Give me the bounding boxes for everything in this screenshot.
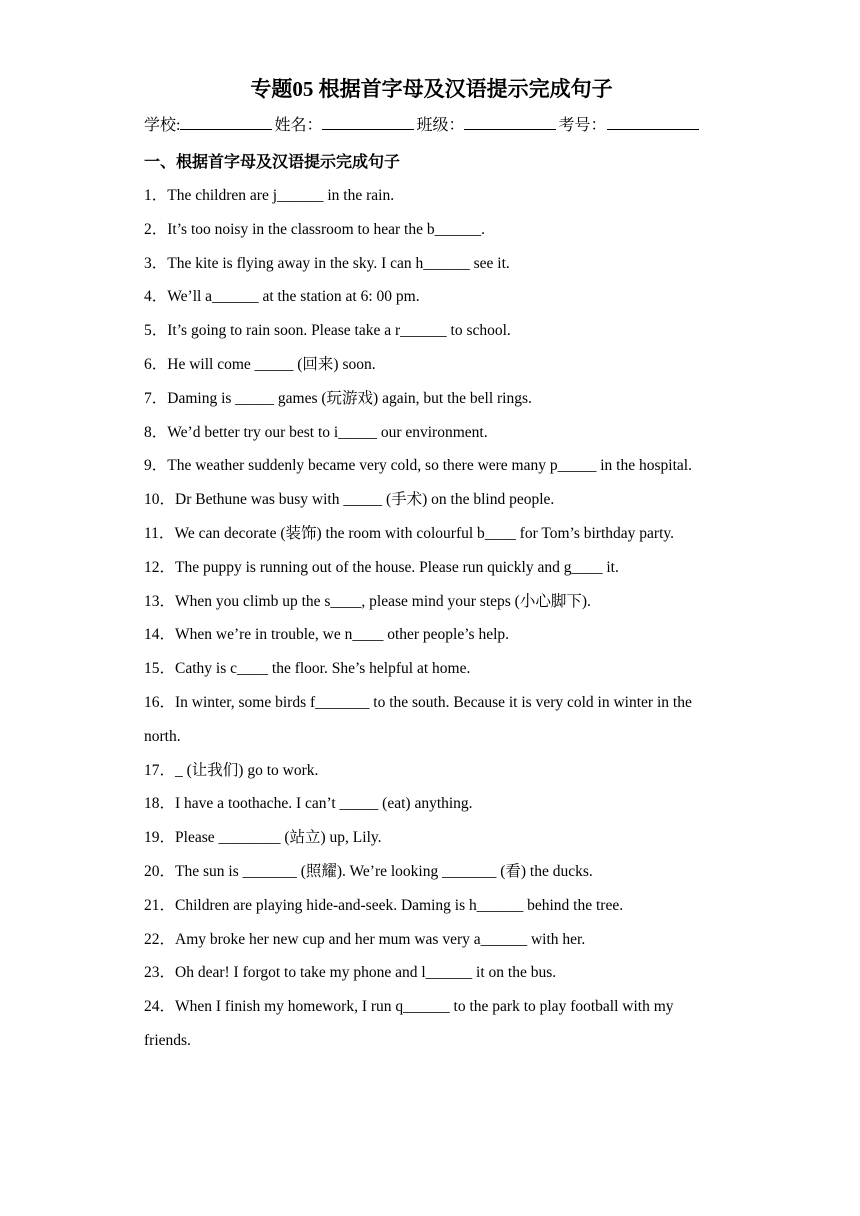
question-item [144,483,719,517]
question-text: It’s too noisy in the classroom to hear the b______. [167,220,485,238]
question-text: It’s going to rain soon. Please take a r______ to school. [167,322,511,340]
name-label: 姓名： [274,117,323,134]
question-text: When you climb up the s____, please mind your steps (小心脚下). [175,592,591,610]
question-text: Please ________ (站立) up, Lily. [175,829,382,847]
question-text: The puppy is running out of the house. Please run quickly and g____ it. [175,558,619,576]
name-field [274,106,416,146]
worksheet-page [144,72,719,1058]
question-number: 11． [144,524,175,542]
question-item [144,449,719,483]
question-item [144,213,719,247]
question-text: He will come _____ (回来) soon. [167,355,376,373]
question-number: 4． [144,288,168,306]
exam-number-field [558,106,700,146]
class-blank[interactable] [464,111,556,130]
question-number: 23． [144,964,176,982]
question-number: 6． [144,355,168,373]
question-text: Daming is _____ games (玩游戏) again, but the bell rings. [167,389,532,407]
name-blank[interactable] [322,111,414,130]
question-item [144,416,719,450]
question-item [144,348,719,382]
question-item [144,517,719,551]
question-item [144,382,719,416]
question-text: We’d better try our best to i_____ our environment. [167,423,488,441]
question-number: 22． [144,930,176,948]
page-title: 专题05 根据首字母及汉语提示完成句子 [250,77,613,101]
question-number: 12． [144,558,176,576]
question-text: The kite is flying away in the sky. I can h______ see it. [167,254,510,272]
question-item [144,551,719,585]
question-item [144,923,719,957]
question-item [144,956,719,990]
question-number: 8． [144,423,168,441]
question-number: 14． [144,626,176,644]
question-number: 17． [144,761,176,779]
question-text: When I finish my homework, I run q______ to the park to play football with my friends. [144,998,674,1049]
question-list [144,179,719,1058]
question-item [144,821,719,855]
question-text: Cathy is c____ the floor. She’s helpful at home. [175,660,471,678]
question-item [144,889,719,923]
question-number: 13． [144,592,176,610]
question-text: We’ll a______ at the station at 6: 00 pm. [167,288,420,306]
question-text: The sun is _______ (照耀). We’re looking _______ (看) the ducks. [175,862,593,880]
school-blank[interactable] [180,111,272,130]
section-heading: 一、根据首字母及汉语提示完成句子 [144,154,401,171]
question-number: 1． [144,187,168,204]
question-number: 24． [144,998,176,1016]
class-label: 班级： [416,117,465,134]
school-field [144,106,274,146]
question-item [144,179,719,213]
question-item [144,652,719,686]
question-text: Dr Bethune was busy with _____ (手术) on the blind people. [175,491,555,509]
question-text: We can decorate (装饰) the room with colourful b____ for Tom’s birthday party. [174,524,674,542]
question-item [144,787,719,821]
question-text: When we’re in trouble, we n____ other people’s help. [175,626,510,644]
school-label: 学校: [144,117,181,134]
exam-number-blank[interactable] [607,111,699,130]
exam-number-label: 考号： [558,117,607,134]
question-item [144,686,719,754]
question-item [144,314,719,348]
question-number: 9． [144,457,168,475]
question-text: Amy broke her new cup and her mum was very a______ with her. [175,930,586,948]
question-item [144,855,719,889]
question-item [144,280,719,314]
question-text: _ (让我们) go to work. [175,761,319,779]
question-text: I have a toothache. I can’t _____ (eat) anything. [175,795,473,813]
question-text: The children are j______ in the rain. [167,187,395,204]
question-number: 5． [144,322,168,340]
question-text: The weather suddenly became very cold, so there were many p_____ in the hospital. [167,457,692,475]
question-item [144,754,719,788]
question-number: 16． [144,693,176,711]
question-number: 15． [144,660,176,678]
question-number: 2． [144,220,168,238]
question-item [144,990,719,1058]
question-item [144,618,719,652]
question-number: 21． [144,896,176,914]
question-number: 19． [144,829,176,847]
question-number: 20． [144,862,176,880]
question-text: In winter, some birds f_______ to the south. Because it is very cold in winter in the north. [144,693,692,745]
class-field [416,106,558,146]
question-text: Oh dear! I forgot to take my phone and l______ it on the bus. [175,964,557,982]
question-number: 3． [144,254,168,272]
question-number: 7． [144,389,168,407]
student-info-line [144,106,719,146]
question-number: 18． [144,795,176,813]
question-text: Children are playing hide-and-seek. Daming is h______ behind the tree. [175,896,624,914]
question-item [144,585,719,619]
question-number: 10． [144,491,176,509]
question-item [144,247,719,281]
